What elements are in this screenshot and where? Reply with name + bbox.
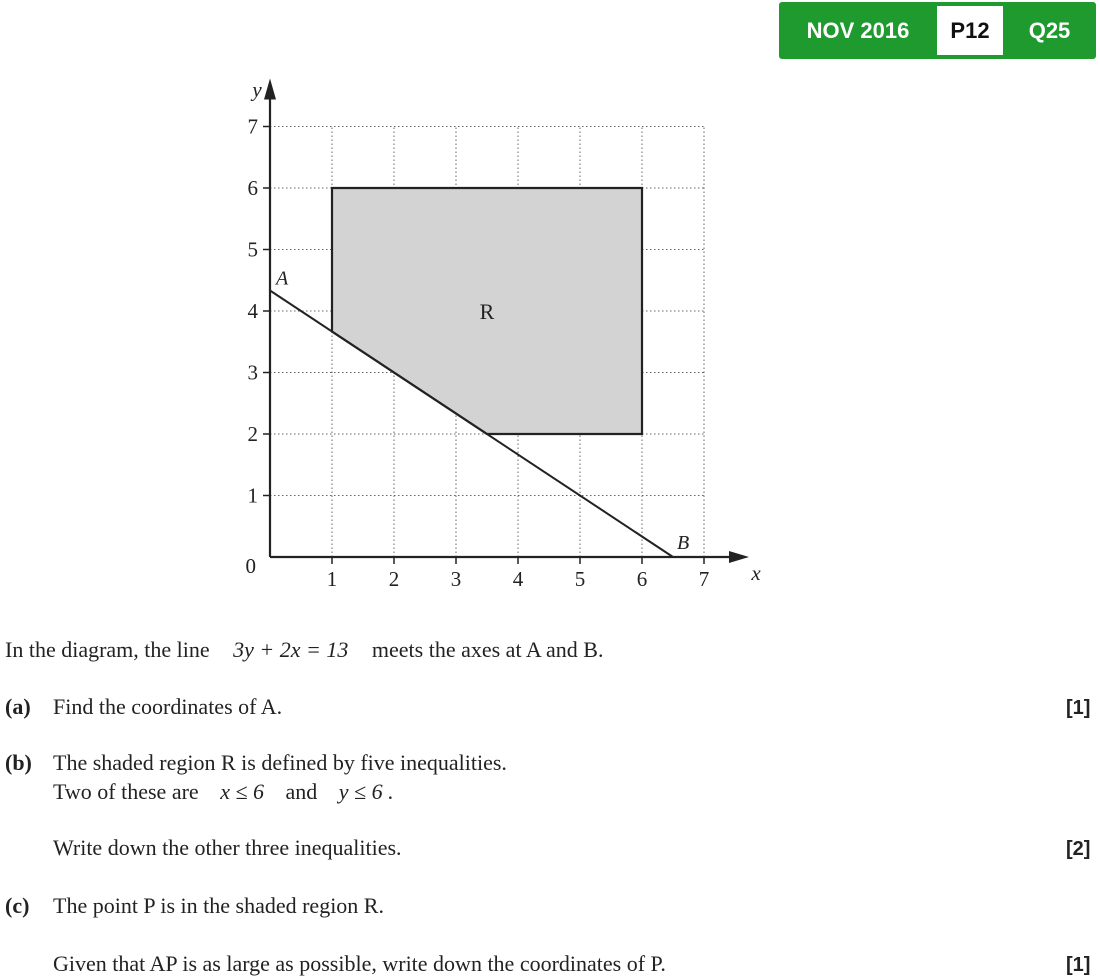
part-b-text2 [53,779,394,805]
part-b-text1: The shaded region R is defined by five inequalities. [53,750,507,775]
x-tick-label: 5 [574,567,586,591]
y-tick-label: 3 [247,360,258,385]
paper-number: P12 [937,6,1003,55]
intro-pre: In the diagram, the line [5,637,210,662]
x-tick-label: 7 [698,567,710,591]
point-a-label: A [276,267,289,290]
y-axis-arrowhead [264,79,276,100]
part-a-text: Find the coordinates of A. [53,694,283,719]
y-tick-label: 6 [247,176,258,200]
b-text2-pre: Two of these are [53,779,199,804]
y-tick-label: 2 [247,422,258,446]
y-axis-label: y [252,77,262,102]
region-label: R [479,299,495,324]
shaded-region-r [332,188,642,434]
exam-session: NOV 2016 [806,17,910,43]
x-tick-label: 6 [636,567,648,591]
x-axis-arrowhead [729,551,749,563]
part-c-label: (c) [5,893,30,918]
x-axis-label: x [751,561,761,585]
x-tick-label: 4 [512,567,524,591]
x-tick-label: 1 [326,567,338,591]
inequality-x: x ≤ 6 [220,779,265,804]
y-tick-label: 7 [247,114,258,139]
part-c-marks: [1] [1066,954,1091,976]
y-tick-label: 1 [247,483,258,508]
part-c-text1: The point P is in the shaded region R. [53,893,384,918]
x-tick-label: 3 [450,567,462,591]
part-a-label: (a) [5,694,31,719]
part-c-text2: Given that AP is as large as possible, write down the coordinates of P. [53,951,666,976]
b-and: and [285,779,318,804]
line-equation: 3y + 2x = 13 [233,637,349,662]
part-a-marks: [1] [1066,697,1091,719]
origin-label: 0 [245,554,256,578]
part-b-marks: [2] [1066,838,1091,860]
question-number: Q25 [1028,17,1071,43]
question-intro [5,637,603,663]
y-tick-label: 5 [247,237,258,262]
y-tick-label: 4 [247,299,258,323]
point-b-label: B [677,532,690,554]
x-tick-label: 2 [388,567,400,591]
part-b-text3: Write down the other three inequalities. [53,835,402,860]
inequality-y: y ≤ 6 . [338,779,394,804]
part-b-label: (b) [5,750,32,775]
intro-post: meets the axes at A and B. [371,637,604,662]
